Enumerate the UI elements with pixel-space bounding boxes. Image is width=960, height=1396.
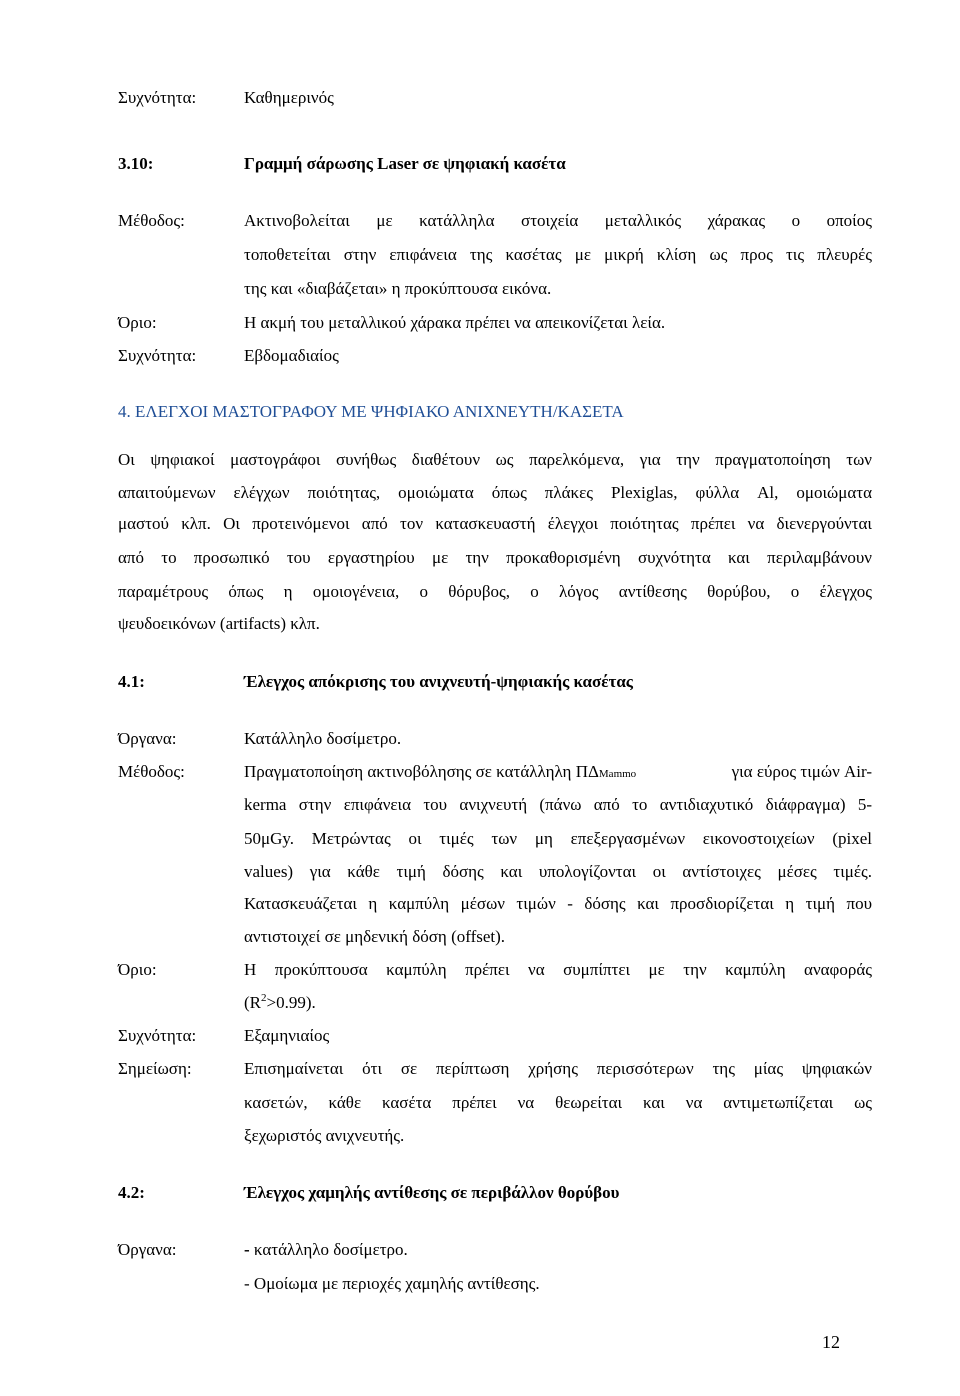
limit-line: $(R^2>0.99)$.	[244, 992, 316, 1012]
frequency-value: Καθημερινός	[244, 88, 334, 107]
test-number: 4.2:	[118, 1183, 145, 1202]
section-heading: 4. ΕΛΕΓΧΟΙ ΜΑΣΤΟΓΡΑΦΟΥ ΜΕ ΨΗΦΙΑΚΟ ΑΝΙΧΝΕΥΤΗ/ΚΑΣΕΤΑ	[118, 402, 624, 421]
instruments-line: - κατάλληλο δοσίμετρο.	[244, 1240, 408, 1259]
paragraph-line: Οι ψηφιακοί μαστογράφοι συνήθως διαθέτουν ως παρελκόμενα, για την πραγματοποίηση των	[118, 450, 872, 469]
test-number: 3.10:	[118, 154, 154, 173]
frequency-label: Συχνότητα:	[118, 346, 197, 365]
frequency-label: Συχνότητα:	[118, 1026, 197, 1045]
page-number: 12	[822, 1332, 840, 1352]
instruments-label: Όργανα:	[118, 1240, 177, 1259]
method-line: τοποθετείται στην επιφάνεια της κασέτας με μικρή κλίση ως προς τις πλευρές	[244, 245, 872, 264]
paragraph-line: από το προσωπικό του εργαστηρίου με την προκαθορισμένη συχνότητα και περιλαμβάνουν	[118, 548, 872, 567]
frequency-label: Συχνότητα:	[118, 88, 197, 107]
superscript-2: 2	[261, 992, 267, 1004]
frequency-value: Εβδομαδιαίος	[244, 346, 339, 365]
method-line: αντιστοιχεί σε μηδενική δόση (offset).	[244, 927, 506, 946]
method-line-start: Πραγματοποίηση ακτινοβόλησης σε κατάλληλη ΠΔMammo	[244, 762, 637, 781]
method-line	[244, 762, 872, 784]
method-line: values) για κάθε τιμή δόσης και υπολογίζονται οι αντίστοιχες μέσες τιμές.	[244, 862, 872, 881]
paragraph-line: ψευδοεικόνων (artifacts) κλπ.	[118, 614, 320, 633]
limit-label: Όριο:	[118, 960, 157, 979]
limit-line: Η προκύπτουσα καμπύλη πρέπει να συμπίπτει με την καμπύλη αναφοράς	[244, 960, 872, 979]
paragraph-line: παραμέτρους όπως η ομοιογένεια, ο θόρυβος, ο λόγος αντίθεσης θορύβου, ο έλεγχος	[118, 582, 872, 601]
mammo-subscript: Mammo	[598, 768, 637, 780]
method-line: 50μGy. Μετρώντας οι τιμές των μη επεξεργασμένων εικονοστοιχείων (pixel	[244, 829, 872, 848]
method-line-end: για εύρος τιμών Air-	[731, 762, 872, 781]
instruments-label: Όργανα:	[118, 729, 177, 748]
note-line: Επισημαίνεται ότι σε περίπτωση χρήσης περισσότερων της μίας ψηφιακών	[244, 1059, 872, 1078]
test-title: Έλεγχος απόκρισης του ανιχνευτή-ψηφιακής κασέτας	[244, 672, 633, 691]
method-label: Μέθοδος:	[118, 211, 185, 230]
test-number: 4.1:	[118, 672, 145, 691]
method-line: Κατασκευάζεται η καμπύλη μέσων τιμών - δόσης και προσδιορίζεται η τιμή που	[244, 894, 872, 913]
instruments-value: Κατάλληλο δοσίμετρο.	[244, 729, 402, 748]
method-line: της και «διαβάζεται» η προκύπτουσα εικόνα.	[244, 279, 552, 298]
frequency-value: Εξαμηνιαίος	[244, 1026, 330, 1045]
instruments-line: - Ομοίωμα με περιοχές χαμηλής αντίθεσης.	[244, 1274, 540, 1293]
note-label: Σημείωση:	[118, 1059, 192, 1078]
limit-label: Όριο:	[118, 313, 157, 332]
note-line: ξεχωριστός ανιχνευτής.	[244, 1126, 405, 1145]
method-label: Μέθοδος:	[118, 762, 185, 781]
method-line: Ακτινοβολείται με κατάλληλα στοιχεία μεταλλικός χάρακας ο οποίος	[244, 211, 872, 230]
paragraph-line: μαστού κλπ. Οι προτεινόμενοι από τον κατασκευαστή έλεγχοι ποιότητας πρέπει να διενεργούνται	[118, 514, 872, 533]
method-line: kerma στην επιφάνεια του ανιχνευτή (πάνω από το αντιδιαχυτικό διάφραγμα) 5-	[244, 795, 872, 814]
limit-value: Η ακμή του μεταλλικού χάρακα πρέπει να απεικονίζεται λεία.	[244, 313, 666, 332]
note-line: κασετών, κάθε κασέτα πρέπει να θεωρείται και να αντιμετωπίζεται ως	[244, 1093, 872, 1112]
test-title: Έλεγχος χαμηλής αντίθεσης σε περιβάλλον θορύβου	[244, 1183, 620, 1202]
test-title: Γραμμή σάρωσης Laser σε ψηφιακή κασέτα	[244, 154, 566, 173]
paragraph-line: απαιτούμενων ελέγχων ποιότητας, ομοιώματα όπως πλάκες Plexiglas, φύλλα Al, ομοιώματα	[118, 483, 872, 502]
